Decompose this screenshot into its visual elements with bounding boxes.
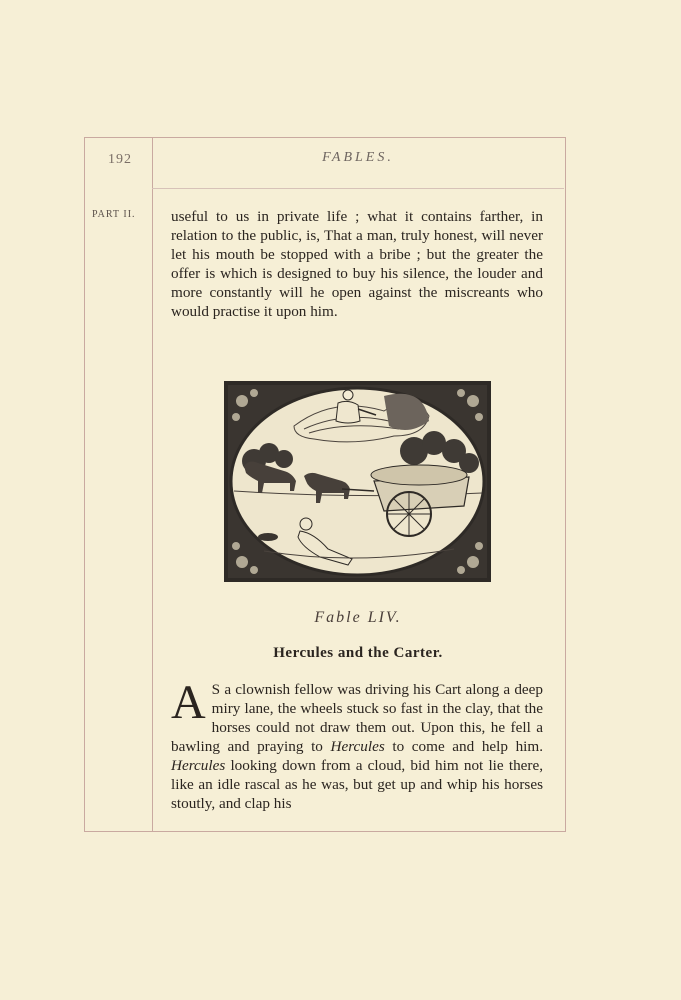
fable-text-3: looking down from a cloud, bid him not lie there, like an idle rascal as he was, but get up and whip his horses stoutly, and clap his — [171, 757, 543, 812]
fable-text-2: to come and help him. — [384, 738, 543, 755]
fable-title-prefix: Fable — [314, 609, 362, 626]
page-number: 192 — [108, 152, 132, 167]
fable-title-number: LIV. — [367, 609, 402, 626]
fable-text-1: S a clownish fellow was driving his Cart along a deep miry lane, the wheels stuck so fast in the clay, that the horses could not draw them out. Upon this, he fell a bawling and praying to — [171, 681, 543, 755]
margin-rule — [152, 137, 153, 831]
fable-body — [171, 676, 543, 813]
running-head: FABLES. — [322, 150, 394, 165]
woodcut-illustration — [224, 381, 491, 582]
fable-paragraph — [171, 676, 543, 813]
hercules-name-1: Hercules — [330, 738, 385, 755]
drop-cap: A — [171, 676, 206, 729]
side-note: PART II. — [92, 209, 136, 220]
fable-title — [152, 609, 564, 627]
header-rule — [152, 188, 564, 189]
hercules-name-2: Hercules — [171, 757, 226, 774]
paragraph-1: useful to us in private life ; what it contains farther, in relation to the public, is, That a man, truly honest, will never let his mouth be stopped with a bribe ; but the greater the offer is which is designed to buy his silence, the louder and more constantly will he open against the miscreants who would practise it upon him. — [171, 208, 543, 320]
paragraph-continued — [171, 207, 543, 321]
fable-subtitle: Hercules and the Carter. — [273, 645, 443, 661]
